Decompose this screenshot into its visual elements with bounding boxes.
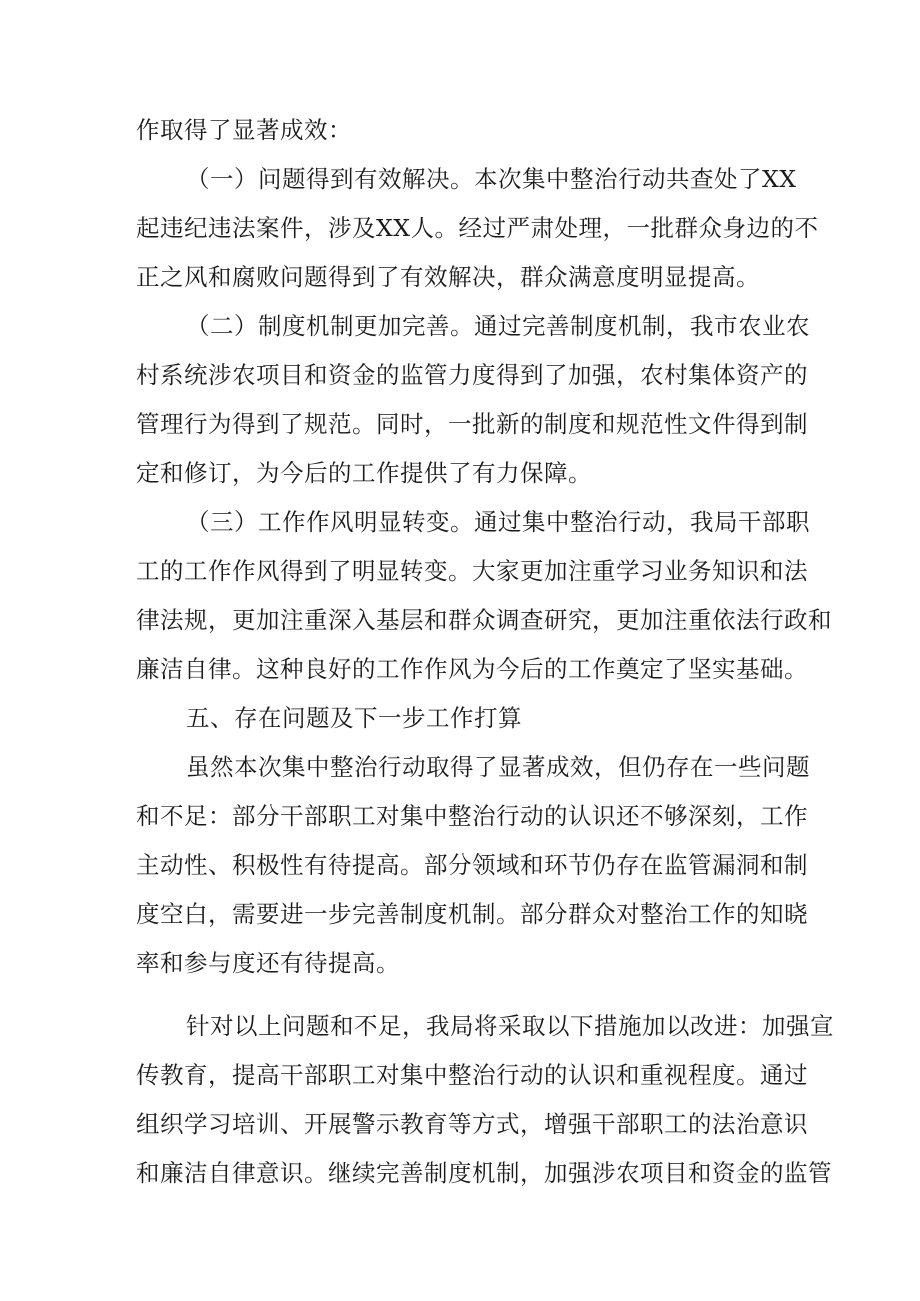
text-line: 廉洁自律。这种良好的工作作风为今后的工作奠定了坚实基础。 (136, 655, 808, 683)
text-line: 正之风和腐败问题得到了有效解决，群众满意度明显提高。 (136, 263, 760, 291)
section-heading: 五、存在问题及下一步工作打算 (186, 704, 522, 732)
paragraph-3-first-line: （三）工作作风明显转变。通过集中整治行动，我局干部职 (186, 508, 810, 536)
text-line: 主动性、积极性有待提高。部分领域和环节仍存在监管漏洞和制 (136, 851, 808, 879)
paragraph-1-first-line: （一）问题得到有效解决。本次集中整治行动共查处了XX (186, 165, 797, 193)
text-line: 作取得了显著成效： (136, 116, 352, 144)
text-line: 组织学习培训、开展警示教育等方式，增强干部职工的法治意识 (136, 1110, 808, 1138)
text-line: 律法规，更加注重深入基层和群众调查研究，更加注重依法行政和 (136, 606, 832, 634)
text-line: 村系统涉农项目和资金的监管力度得到了加强，农村集体资产的 (136, 361, 808, 389)
text-line: 度空白，需要进一步完善制度机制。部分群众对整治工作的知晓 (136, 900, 808, 928)
paragraph-4-first-line: 虽然本次集中整治行动取得了显著成效，但仍存在一些问题 (186, 753, 810, 781)
text-line: 工的工作作风得到了明显转变。大家更加注重学习业务知识和法 (136, 557, 808, 585)
text-line: 管理行为得到了规范。同时，一批新的制度和规范性文件得到制 (136, 410, 808, 438)
text-line: 传教育，提高干部职工对集中整治行动的认识和重视程度。通过 (136, 1061, 808, 1089)
text-line: 率和参与度还有待提高。 (136, 949, 400, 977)
text-line: 和不足：部分干部职工对集中整治行动的认识还不够深刻，工作 (136, 802, 808, 830)
text-line: 和廉洁自律意识。继续完善制度机制，加强涉农项目和资金的监管 (136, 1159, 832, 1187)
text-line: 起违纪违法案件，涉及XX人。经过严肃处理，一批群众身边的不 (136, 214, 819, 242)
paragraph-5-first-line: 针对以上问题和不足，我局将采取以下措施加以改进：加强宣 (186, 1012, 834, 1040)
paragraph-2-first-line: （二）制度机制更加完善。通过完善制度机制，我市农业农 (186, 312, 810, 340)
text-line: 定和修订，为今后的工作提供了有力保障。 (136, 459, 592, 487)
